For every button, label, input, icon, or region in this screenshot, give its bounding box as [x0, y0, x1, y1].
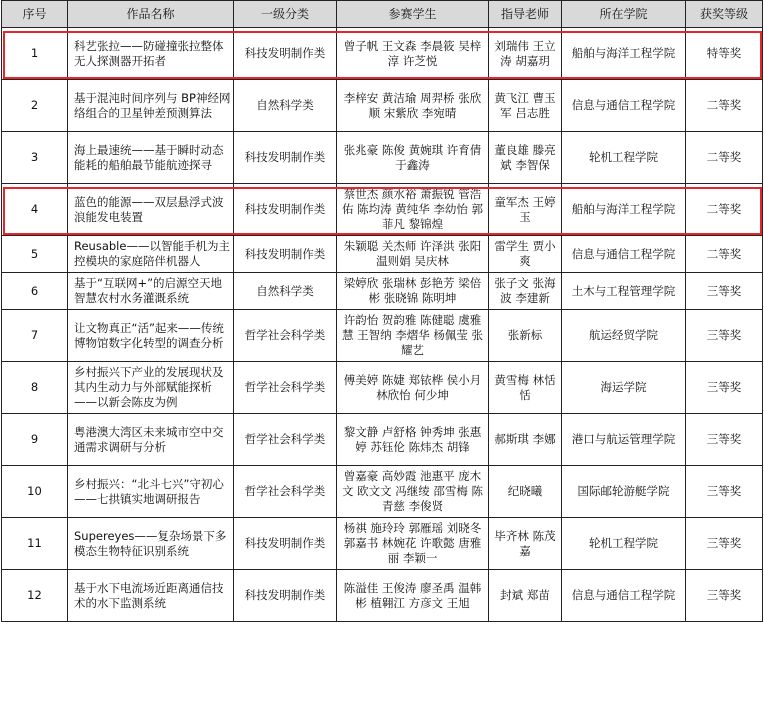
cell-category: 哲学社会科学类	[234, 362, 337, 414]
cell-no: 1	[2, 28, 68, 80]
cell-teachers: 张新标	[489, 310, 562, 362]
cell-no: 8	[2, 362, 68, 414]
header-award: 获奖等级	[686, 1, 763, 28]
table-row	[2, 236, 763, 273]
cell-students: 蔡世杰 颜水裕 萧振锐 管浩佑 陈均涛 黄纯华 李幼怡 郭菲凡 黎锦煌	[337, 184, 489, 236]
cell-title: 海上最速统——基于瞬时动态能耗的船舶最节能航迹探寻	[68, 132, 234, 184]
cell-college: 土木与工程管理学院	[562, 273, 686, 310]
cell-no: 10	[2, 466, 68, 518]
cell-title: 乡村振兴下产业的发展现状及其内生动力与外部赋能探析——以新会陈皮为例	[68, 362, 234, 414]
cell-college: 航运经贸学院	[562, 310, 686, 362]
cell-award: 三等奖	[686, 466, 763, 518]
cell-students: 杨祺 施玲玲 郭雁瑶 刘晓冬 郭嘉书 林婉花 许歌懿 唐雅丽 李颖一	[337, 518, 489, 570]
cell-teachers: 郝斯琪 李娜	[489, 414, 562, 466]
cell-category: 哲学社会科学类	[234, 466, 337, 518]
header-title: 作品名称	[68, 1, 234, 28]
cell-students: 李梓安 黄洁瑜 周羿桥 张欣顺 宋紫欣 李宛晴	[337, 80, 489, 132]
cell-students: 曾子帆 王文森 李晨筱 吴梓淳 许芝悦	[337, 28, 489, 80]
cell-title: 基于“互联网+”的启源空天地智慧农村水务灌溉系统	[68, 273, 234, 310]
cell-college: 信息与通信工程学院	[562, 236, 686, 273]
cell-teachers: 纪晓曦	[489, 466, 562, 518]
cell-teachers: 董良雄 滕亮斌 李智保	[489, 132, 562, 184]
header-no: 序号	[2, 1, 68, 28]
cell-category: 科技发明制作类	[234, 570, 337, 622]
cell-category: 科技发明制作类	[234, 184, 337, 236]
cell-category: 科技发明制作类	[234, 132, 337, 184]
cell-students: 曾嘉豪 高妙霞 池惠平 庞木文 欧文文 冯继绫 邵雪梅 陈青慈 李俊贤	[337, 466, 489, 518]
header-category: 一级分类	[234, 1, 337, 28]
cell-award: 三等奖	[686, 570, 763, 622]
cell-title: 乡村振兴：“北斗七兴”守初心——七拱镇实地调研报告	[68, 466, 234, 518]
cell-teachers: 童军杰 王婷玉	[489, 184, 562, 236]
cell-award: 特等奖	[686, 28, 763, 80]
cell-category: 科技发明制作类	[234, 28, 337, 80]
cell-college: 信息与通信工程学院	[562, 570, 686, 622]
cell-teachers: 毕齐林 陈茂嘉	[489, 518, 562, 570]
cell-teachers: 刘瑞伟 王立涛 胡嘉玥	[489, 28, 562, 80]
cell-no: 4	[2, 184, 68, 236]
cell-teachers: 黄雪梅 林恬恬	[489, 362, 562, 414]
header-teachers: 指导老师	[489, 1, 562, 28]
cell-title: 让文物真正“活”起来——传统博物馆数字化转型的调查分析	[68, 310, 234, 362]
cell-no: 12	[2, 570, 68, 622]
cell-title: Supereyes——复杂场景下多模态生物特征识别系统	[68, 518, 234, 570]
cell-no: 11	[2, 518, 68, 570]
cell-award: 二等奖	[686, 132, 763, 184]
table-row	[2, 28, 763, 80]
cell-award: 三等奖	[686, 414, 763, 466]
cell-category: 自然科学类	[234, 273, 337, 310]
cell-students: 陈溢佳 王俊涛 廖圣禹 温韩彬 植翱江 方彦文 王旭	[337, 570, 489, 622]
cell-no: 5	[2, 236, 68, 273]
header-row	[2, 1, 763, 28]
cell-award: 三等奖	[686, 310, 763, 362]
cell-category: 自然科学类	[234, 80, 337, 132]
cell-no: 6	[2, 273, 68, 310]
cell-award: 二等奖	[686, 80, 763, 132]
table-row	[2, 273, 763, 310]
cell-award: 三等奖	[686, 518, 763, 570]
cell-students: 傅美婷 陈婕 郑铱桦 侯小月 林欣怡 何少坤	[337, 362, 489, 414]
cell-teachers: 雷学生 贾小爽	[489, 236, 562, 273]
cell-award: 三等奖	[686, 273, 763, 310]
cell-teachers: 张子文 张海波 李建新	[489, 273, 562, 310]
cell-award: 二等奖	[686, 236, 763, 273]
cell-no: 9	[2, 414, 68, 466]
cell-teachers: 封斌 郑苗	[489, 570, 562, 622]
cell-college: 港口与航运管理学院	[562, 414, 686, 466]
award-table	[1, 0, 763, 622]
cell-college: 信息与通信工程学院	[562, 80, 686, 132]
cell-title: 基于水下电流场近距离通信技术的水下监测系统	[68, 570, 234, 622]
cell-teachers: 黄飞江 曹玉军 吕志胜	[489, 80, 562, 132]
cell-college: 国际邮轮游艇学院	[562, 466, 686, 518]
cell-students: 黎文静 卢舒格 钟秀坤 张惠婷 苏钰伦 陈炜杰 胡锋	[337, 414, 489, 466]
header-students: 参赛学生	[337, 1, 489, 28]
cell-no: 2	[2, 80, 68, 132]
cell-title: 科艺张拉——防碰撞张拉整体无人探测器开拓者	[68, 28, 234, 80]
cell-title: Reusable——以智能手机为主控模块的家庭陪伴机器人	[68, 236, 234, 273]
cell-college: 船舶与海洋工程学院	[562, 28, 686, 80]
table-row	[2, 466, 763, 518]
table-row	[2, 362, 763, 414]
cell-students: 梁婷欣 张瑞林 彭艳芳 梁倍彬 张晓锦 陈明坤	[337, 273, 489, 310]
cell-college: 轮机工程学院	[562, 132, 686, 184]
cell-college: 海运学院	[562, 362, 686, 414]
table-row	[2, 518, 763, 570]
cell-college: 船舶与海洋工程学院	[562, 184, 686, 236]
cell-category: 哲学社会科学类	[234, 414, 337, 466]
table-row	[2, 184, 763, 236]
cell-students: 许韵怡 贺韵雅 陈健聪 虞雅慧 王智纳 李熠华 杨佩莹 张耀艺	[337, 310, 489, 362]
cell-college: 轮机工程学院	[562, 518, 686, 570]
table-row	[2, 570, 763, 622]
cell-title: 粤港澳大湾区未来城市空中交通需求调研与分析	[68, 414, 234, 466]
cell-no: 7	[2, 310, 68, 362]
cell-category: 科技发明制作类	[234, 518, 337, 570]
header-college: 所在学院	[562, 1, 686, 28]
cell-category: 科技发明制作类	[234, 236, 337, 273]
table-row	[2, 414, 763, 466]
cell-award: 三等奖	[686, 362, 763, 414]
table-row	[2, 310, 763, 362]
cell-category: 哲学社会科学类	[234, 310, 337, 362]
cell-title: 蓝色的能源——双层悬浮式波浪能发电装置	[68, 184, 234, 236]
cell-title: 基于混沌时间序列与 BP神经网络组合的卫星钟差预测算法	[68, 80, 234, 132]
cell-award: 二等奖	[686, 184, 763, 236]
cell-students: 张兆豪 陈俊 黄婉琪 许育倩 于鑫涛	[337, 132, 489, 184]
cell-no: 3	[2, 132, 68, 184]
cell-students: 朱颖聪 关杰师 许泽洪 张阳 温则娟 吴庆林	[337, 236, 489, 273]
table-row	[2, 80, 763, 132]
table-row	[2, 132, 763, 184]
